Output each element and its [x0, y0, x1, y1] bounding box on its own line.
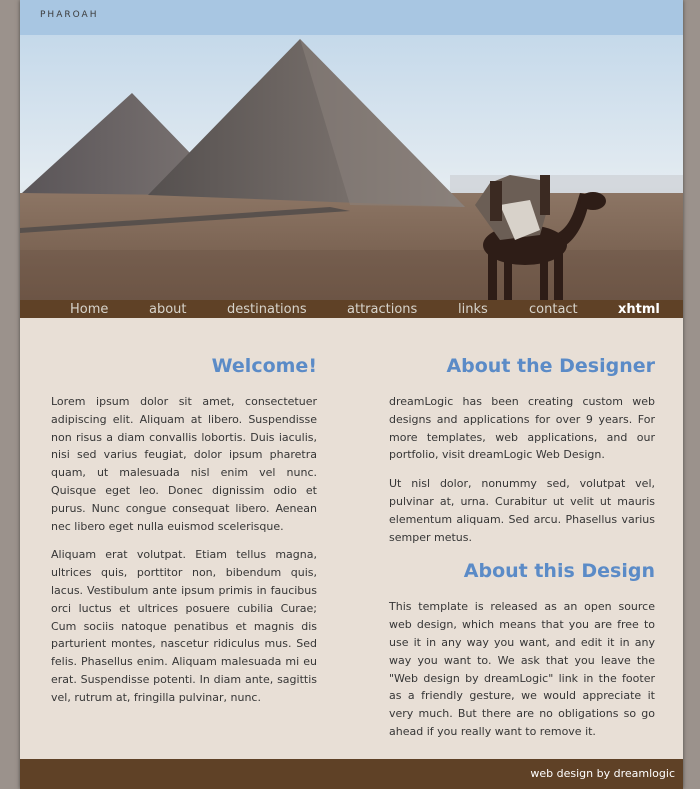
- header-bar: [20, 0, 683, 35]
- nav-xhtml-link[interactable]: xhtml: [618, 302, 660, 317]
- about-design-paragraph: This template is released as an open source web design, which means that you are free to use it in any way you want, and edit it in any way you want to. We ask that you leave the "Web design by dreamLogic" link in the footer as a friendly gesture, we would appreciate it very much. But there are no obligations so go ahead if you really want to remove it.: [389, 600, 655, 738]
- page-container: [20, 0, 683, 789]
- nav-attractions-link[interactable]: attractions: [347, 302, 418, 317]
- welcome-paragraph: Aliquam erat volutpat. Etiam tellus magna, ultrices quis, porttitor non, bibendum quis, lacus. Vestibulum ante ipsum primis in faucibus orci luctus et ultrices posuere cubilia Curae; Cum sociis natoque penatibus et magnis dis parturient montes, nascetur ridiculus mus. Sed felis. Phasellus enim. Aliquam malesuada mi eu erat. Suspendisse potenti. In diam ante, sagittis vel, rutrum at, fringilla pulvinar, nunc.: [51, 548, 317, 704]
- footer: [20, 759, 683, 789]
- about-designer-heading: About the Designer: [446, 355, 655, 377]
- footer-credit-link[interactable]: web design by dreamlogic: [530, 767, 675, 780]
- nav-destinations-link[interactable]: destinations: [227, 302, 307, 317]
- nav-contact-link[interactable]: contact: [529, 302, 578, 317]
- welcome-paragraph: Lorem ipsum dolor sit amet, consectetuer adipiscing elit. Aliquam at libero. Suspendisse non risus a diam convallis lobortis. Duis iaculis, nisi sed varius feugiat, dolor ipsum pharetra quam, ut malesuada nisl enim vel nunc. Quisque eget leo. Donec dignissim odio et purus. Nunc congue consequat libero. Aenean nec libero eget nulla euismod scelerisque.: [51, 395, 317, 533]
- welcome-heading: Welcome!: [211, 355, 317, 377]
- nav-links-link[interactable]: links: [458, 302, 488, 317]
- nav-home-link[interactable]: Home: [70, 302, 109, 317]
- about-designer-paragraph: dreamLogic has been creating custom web designs and applications for over 9 years. For more templates, web applications, and our portfolio, visit dreamLogic Web Design.: [389, 395, 655, 462]
- banner-image: [20, 35, 683, 300]
- about-designer-paragraph: Ut nisl dolor, nonummy sed, volutpat vel, pulvinar at, urna. Curabitur ut velit ut mauris elementum aliquam. Sed arcu. Phasellus varius semper metus.: [389, 477, 655, 544]
- nav-about-link[interactable]: about: [149, 302, 187, 317]
- about-design-heading: About this Design: [463, 560, 655, 583]
- main-nav: [20, 300, 683, 318]
- site-name: PHAROAH: [40, 10, 99, 20]
- left-column: [51, 355, 317, 718]
- right-column: [389, 355, 655, 752]
